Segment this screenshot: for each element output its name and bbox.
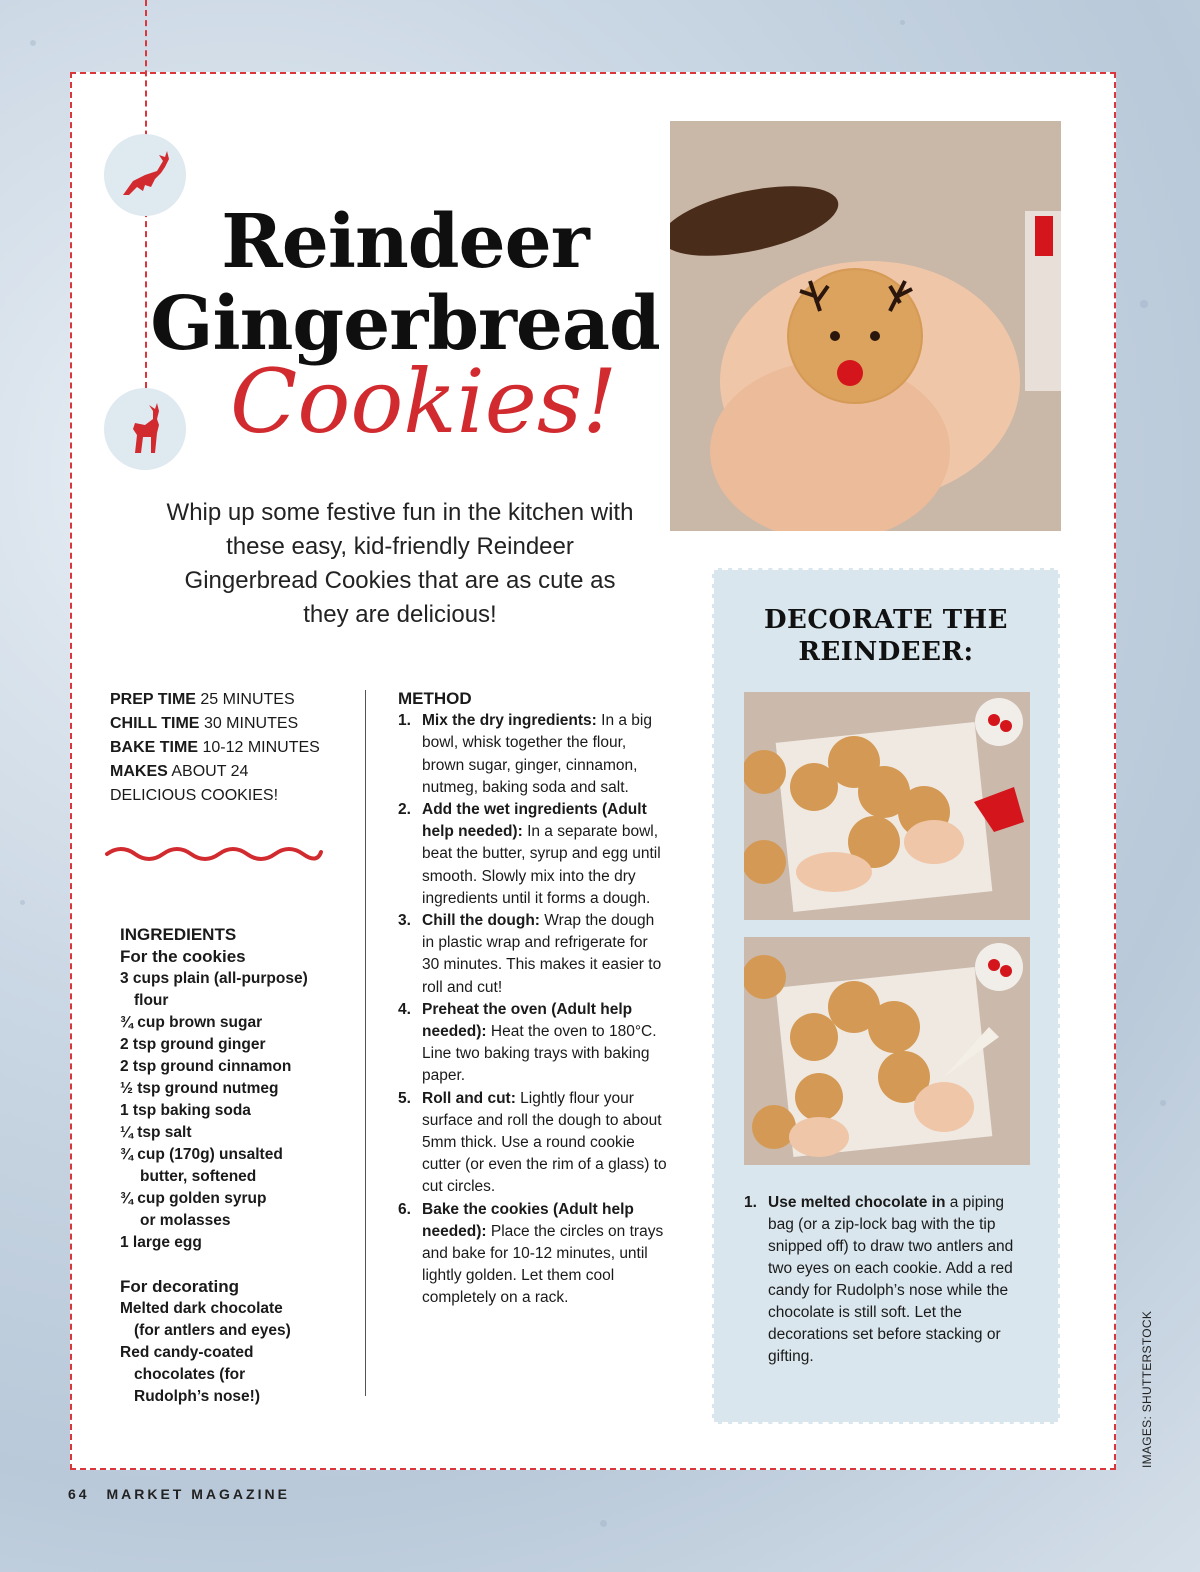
ingredient-item: or molasses — [140, 1212, 231, 1229]
method-step: 1. Mix the dry ingredients: In a big bowl, whisk together the flour, brown sugar, ginger, cinnamon, nutmeg, baking soda and salt. — [398, 712, 652, 796]
method-step: 4. Preheat the oven (Adult help needed): Heat the oven to 180°C. Line two baking trays with baking paper. — [398, 1000, 657, 1085]
ingredient-item: ¾ cup brown sugar — [120, 1014, 263, 1031]
ingredient-item: ¾ cup (170g) unsalted — [120, 1146, 283, 1163]
cookies-heading: For the cookies — [120, 947, 246, 966]
stat-makes-tail: DELICIOUS COOKIES! — [110, 787, 279, 804]
leaping-reindeer-icon — [115, 145, 175, 205]
stat-bake: BAKE TIME 10-12 MINUTES — [110, 739, 320, 756]
decorate-title: DECORATE THE REINDEER: — [763, 605, 1008, 667]
title-line-2: Gingerbread — [150, 281, 660, 367]
method-heading: METHOD — [398, 689, 472, 708]
ingredient-item: flour — [134, 992, 169, 1009]
decorating-item: (for antlers and eyes) — [134, 1322, 291, 1339]
image-credit: IMAGES: SHUTTERSTOCK — [1140, 1310, 1154, 1468]
page-footer — [68, 1486, 290, 1502]
decorating-heading: For decorating — [120, 1277, 240, 1296]
page-number: 64 — [68, 1486, 90, 1502]
ingredient-item: 2 tsp ground cinnamon — [120, 1058, 292, 1075]
ingredient-item: 1 large egg — [120, 1234, 202, 1251]
ingredient-item: 3 cups plain (all-purpose) — [120, 970, 308, 987]
wavy-divider — [105, 842, 323, 866]
stat-chill: CHILL TIME 30 MINUTES — [110, 715, 299, 732]
decorate-step: 1. Use melted chocolate in a piping bag (or a zip-lock bag with the tip snipped off) to draw two antlers and two eyes on each cookie. Add a red candy for Rudolph’s nose while the chocolate is still soft. Let the decorations set before stacking or gifting. — [744, 1194, 1014, 1365]
decorating-item: chocolates (for — [134, 1366, 246, 1383]
decorating-item: Rudolph’s nose!) — [134, 1388, 260, 1405]
ingredients-heading: INGREDIENTS — [120, 925, 237, 944]
standing-reindeer-icon — [115, 399, 175, 459]
method-section — [398, 688, 668, 1310]
ingredient-item: 2 tsp ground ginger — [120, 1036, 266, 1053]
reindeer-ornament-bottom — [104, 388, 186, 470]
ingredients-section — [120, 924, 360, 1408]
method-step: 5. Roll and cut: Lightly flour your surface and roll the dough to about 5mm thick. Use a round cookie cutter (or even the rim of a glass) to cut circles. — [398, 1089, 667, 1196]
magazine-name: MARKET MAGAZINE — [106, 1486, 290, 1502]
recipe-stats — [110, 688, 360, 808]
ingredient-item: butter, softened — [140, 1168, 257, 1185]
column-divider — [365, 690, 366, 1396]
method-step: 2. Add the wet ingredients (Adult help needed): In a separate bowl, beat the butter, syrup and egg until smooth. Slowly mix into the dry ingredients until it forms a dough. — [398, 801, 661, 907]
title-line-1: Reindeer — [221, 199, 589, 285]
decorate-photo-1 — [744, 692, 1030, 920]
ingredient-item: ¾ cup golden syrup — [120, 1190, 267, 1207]
stat-makes: MAKES ABOUT 24 — [110, 763, 249, 780]
ingredient-item: ½ tsp ground nutmeg — [120, 1080, 279, 1097]
stat-prep: PREP TIME 25 MINUTES — [110, 691, 295, 708]
intro-text: Whip up some festive fun in the kitchen with these easy, kid-friendly Reindeer Gingerbread Cookies that are as cute as they are delicious! — [166, 499, 634, 628]
decorate-photo-2 — [744, 937, 1030, 1165]
decorating-item: Red candy-coated — [120, 1344, 254, 1361]
ingredient-item: 1 tsp baking soda — [120, 1102, 251, 1119]
method-step: 3. Chill the dough: Wrap the dough in plastic wrap and refrigerate for 30 minutes. This makes it easier to roll and cut! — [398, 912, 662, 996]
ingredient-item: ¼ tsp salt — [120, 1124, 192, 1141]
title-line-3: Cookies! — [230, 350, 618, 453]
hero-photo — [670, 121, 1061, 531]
decorating-item: Melted dark chocolate — [120, 1300, 283, 1317]
method-step: 6. Bake the cookies (Adult help needed): Place the circles on trays and bake for 10-12 minutes, until lightly golden. Let them cool completely on a rack. — [398, 1200, 664, 1307]
